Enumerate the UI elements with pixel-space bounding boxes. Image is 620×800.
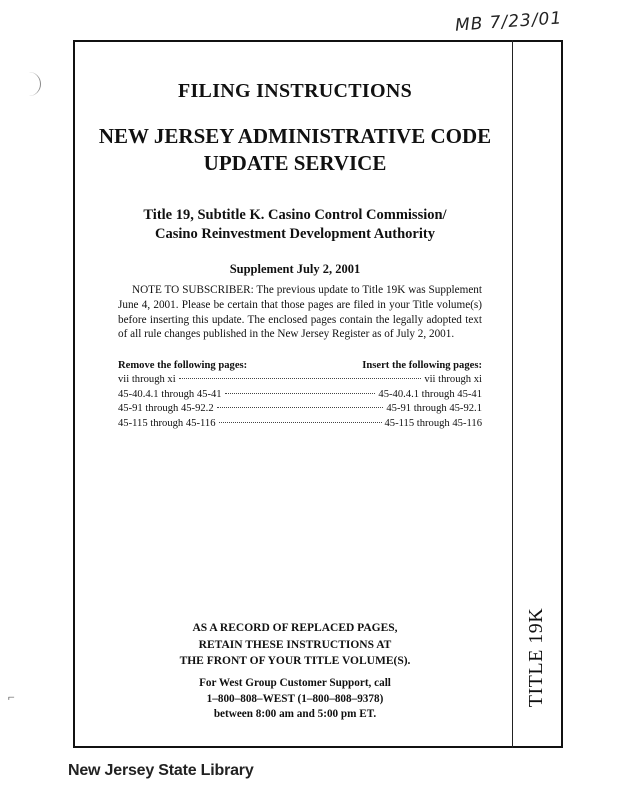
remove-pages: vii through xi (118, 374, 176, 385)
table-row (118, 373, 482, 388)
record-line3: THE FRONT OF YOUR TITLE VOLUME(S). (179, 655, 411, 667)
dot-leader (219, 422, 382, 423)
remove-pages: 45-91 through 45-92.2 (118, 403, 214, 415)
insert-pages: 45-115 through 45-116 (384, 417, 482, 429)
insert-pages: 45-40.4.1 through 45-41 (378, 388, 482, 400)
subscriber-note: NOTE TO SUBSCRIBER: The previous update to Title 19K was Supplement June 4, 2001. Please be certain that those pages are filed in your Title volume(s) before inserting this update. The enclosed pages contain the legally adopted text of all rule changes published in the New Jersey Register as of July 2, 2001. (118, 284, 482, 341)
spine-divider (512, 40, 513, 748)
title-subtitle (80, 206, 510, 244)
customer-support (80, 676, 510, 723)
table-row (118, 388, 482, 403)
handwritten-annotation: MB 7/23/01 (454, 8, 563, 36)
dot-leader (225, 393, 376, 394)
insert-pages: 45-91 through 45-92.1 (386, 403, 482, 415)
subtitle-line2: Casino Reinvestment Development Authority (155, 226, 435, 242)
code-heading-line2: UPDATE SERVICE (203, 151, 387, 175)
table-row (118, 402, 482, 417)
code-heading (80, 123, 510, 177)
spine-title: TITLE 19K (525, 607, 548, 707)
insert-pages: vii through xi (424, 374, 482, 385)
insert-header: Insert the following pages: (362, 360, 482, 371)
remove-pages: 45-115 through 45-116 (118, 417, 216, 429)
remove-pages: 45-40.4.1 through 45-41 (118, 388, 222, 400)
pages-table-header (118, 360, 482, 371)
scan-corner-mark: ⌐ (8, 690, 15, 704)
table-row (118, 417, 482, 432)
spine-label (514, 592, 560, 722)
record-line2: RETAIN THESE INSTRUCTIONS AT (198, 638, 392, 651)
record-line1: AS A RECORD OF REPLACED PAGES, (192, 622, 398, 634)
library-stamp: New Jersey State Library (68, 762, 254, 779)
support-hours: between 8:00 am and 5:00 pm ET. (213, 708, 377, 720)
record-instructions (80, 620, 510, 670)
scan-mark (26, 72, 41, 96)
code-heading-line1: NEW JERSEY ADMINISTRATIVE CODE (98, 124, 492, 148)
support-line1: For West Group Customer Support, call (199, 677, 391, 689)
support-phone: 1–800–808–WEST (1–800–808–9378) (206, 692, 384, 705)
subtitle-line1: Title 19, Subtitle K. Casino Control Commission/ (143, 207, 447, 223)
remove-header: Remove the following pages: (118, 360, 248, 371)
dot-leader (217, 407, 384, 408)
supplement-date: Supplement July 2, 2001 (229, 262, 361, 276)
filing-instructions-title: FILING INSTRUCTIONS (177, 80, 413, 102)
pages-table (118, 360, 482, 431)
dot-leader (179, 378, 422, 379)
